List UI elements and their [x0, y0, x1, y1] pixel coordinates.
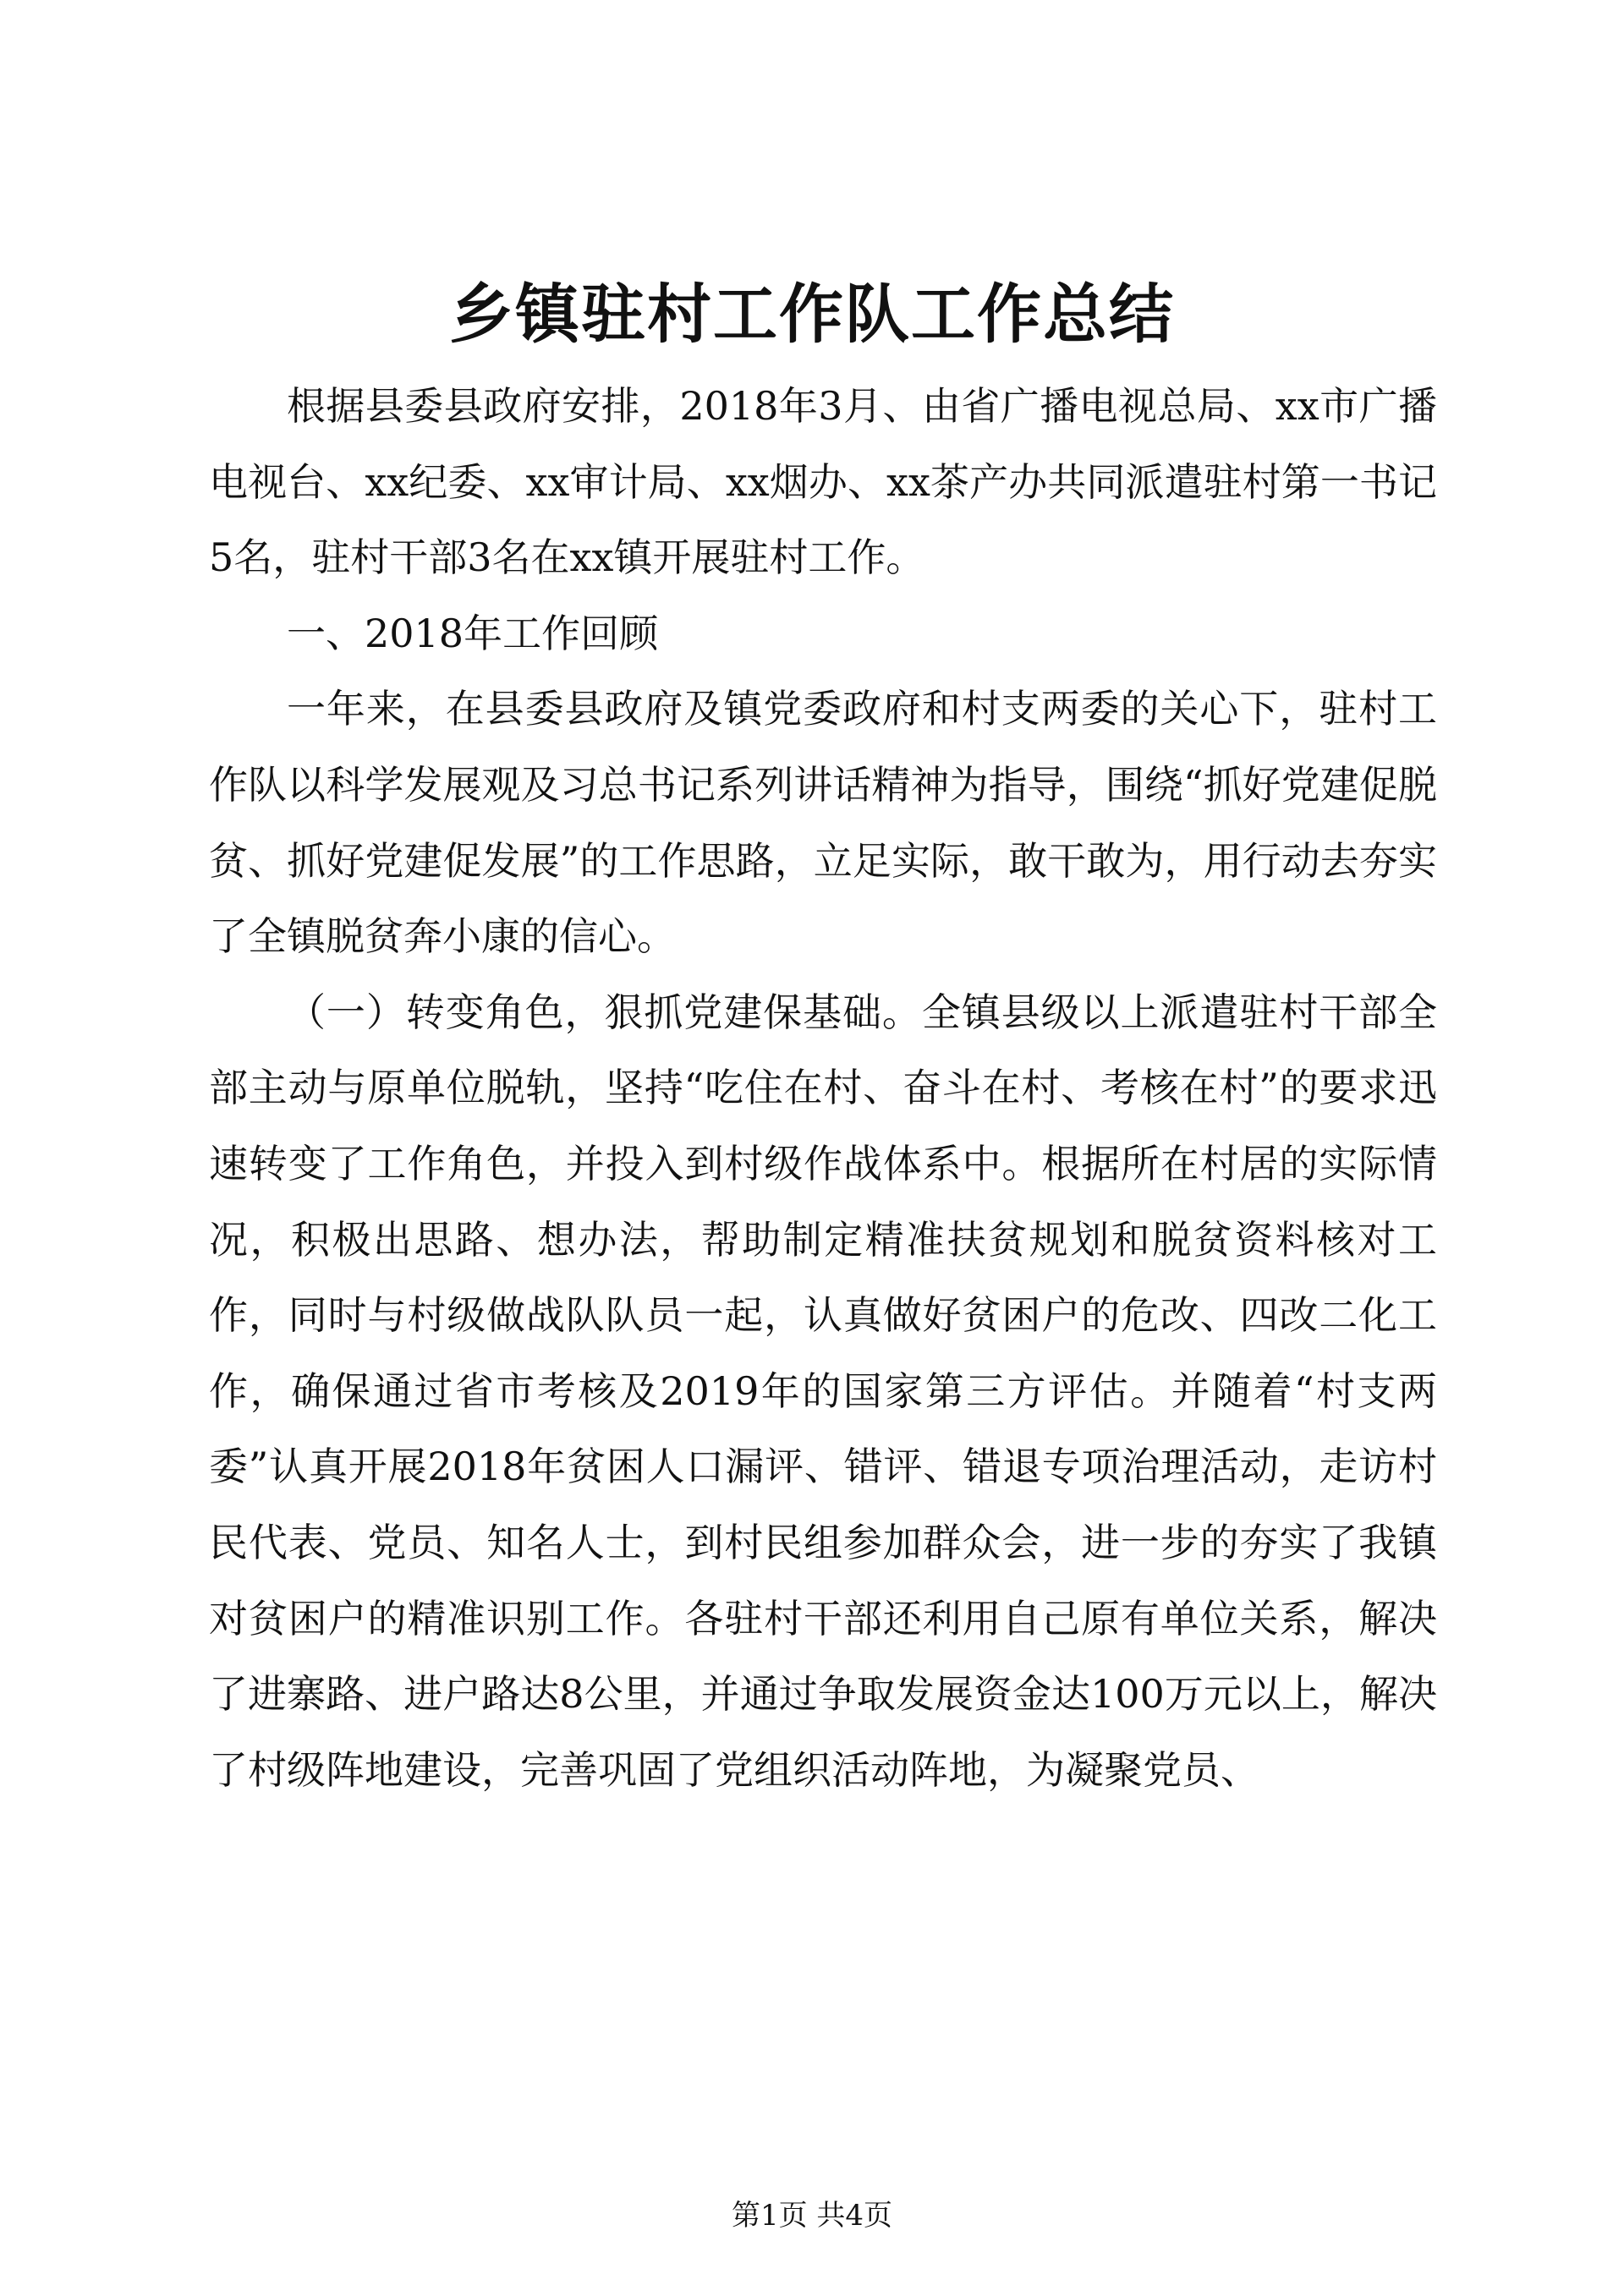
paragraph-review: 一年来，在县委县政府及镇党委政府和村支两委的关心下，驻村工作队以科学发展观及习总书记系列讲话精神为指导，围绕“抓好党建促脱贫、抓好党建促发展”的工作思路，立足实际，敢干敢为，用行动去夯实了全镇脱贫奔小康的信心。 [209, 686, 1437, 960]
paragraph-intro: 根据县委县政府安排，2018年3月、由省广播电视总局、xx市广播电视台、xx纪委、xx审计局、xx烟办、xx茶产办共同派遣驻村第一书记5名，驻村干部3名在xx镇开展驻村工作。 [209, 383, 1437, 581]
document-title: 乡镇驻村工作队工作总结 [449, 277, 1175, 352]
paragraph-subsection-1: （一）转变角色，狠抓党建保基础。全镇县级以上派遣驻村干部全部主动与原单位脱轨，坚持“吃住在村、奋斗在村、考核在村”的要求迅速转变了工作角色，并投入到村级作战体系中。根据所在村居的实际情况，积极出思路、想办法，帮助制定精准扶贫规划和脱贫资料核对工作，同时与村级做战队队员一起，认真做好贫困户的危改、四改二化工作，确保通过省市考核及2019年的国家第三方评估。并随着“村支两委”认真开展2018年贫困人口漏评、错评、错退专项治理活动，走访村民代表、党员、知名人士，到村民组参加群众会，进一步的夯实了我镇对贫困户的精准识别工作。各驻村干部还利用自己原有单位关系，解决了进寨路、进户路达8公里，并通过争取发展资金达100万元以上，解决了村级阵地建设，完善巩固了党组织活动阵地，为凝聚党员、 [209, 989, 1437, 1793]
section-heading: 一、2018年工作回顾 [287, 610, 659, 656]
document-body [209, 369, 1437, 1808]
page-footer: 第1页 共4页 [731, 2199, 893, 2233]
